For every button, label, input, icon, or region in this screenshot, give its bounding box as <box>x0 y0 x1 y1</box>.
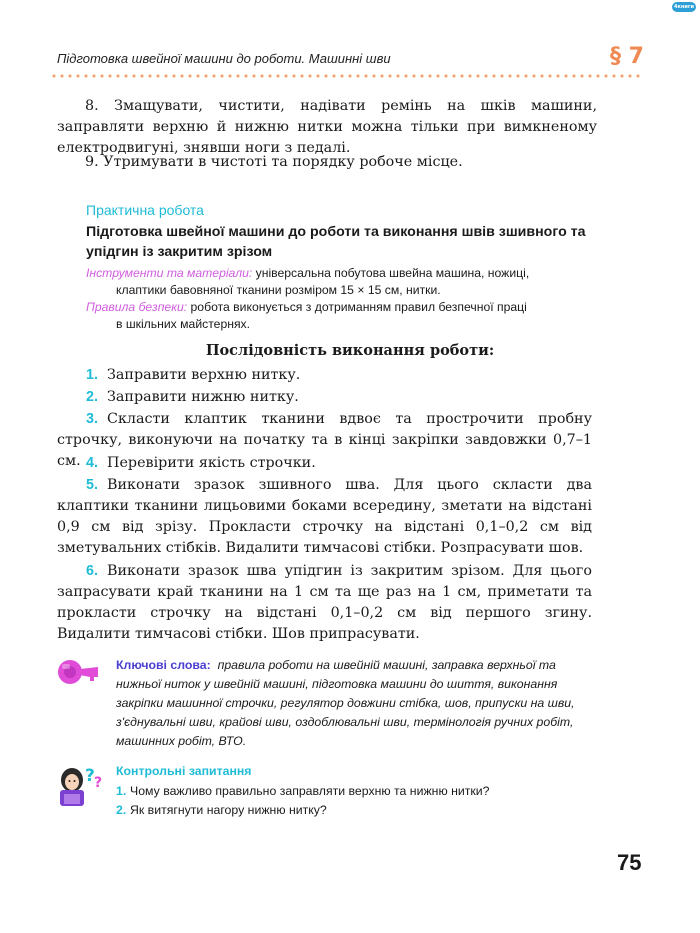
safety-label: Правила безпеки: <box>86 300 188 314</box>
step-5 <box>57 475 592 559</box>
girl-with-question-icon <box>54 765 106 809</box>
question-2-text: Як витягнути нагору нижню нитку? <box>130 803 327 817</box>
publisher-logo: 4книги <box>672 2 696 12</box>
tools-label: Інструменти та матеріали: <box>86 266 253 280</box>
safety-text-cont: в шкільних майстернях. <box>116 317 251 331</box>
question-1-num: 1. <box>116 784 127 798</box>
safety-rules <box>86 299 606 333</box>
section-number: § 7 <box>610 44 644 69</box>
keywords-label: Ключові слова: <box>116 658 211 672</box>
step-2-num: 2. <box>86 389 98 405</box>
svg-text:?: ? <box>85 766 95 786</box>
step-4 <box>57 453 592 474</box>
step-2-text: Заправити нижню нитку. <box>107 389 299 405</box>
step-5-num: 5. <box>86 477 98 493</box>
keywords-block <box>116 656 592 751</box>
step-6-text: Виконати зразок шва упідгин із закритим зрізом. Для цього запрасувати край тканини на 1 см та ще раз на 1 см, приметати та прокласти строчку на відстані 0,1–0,2 см від першого згину. Видалити тимчасові стібки. Шов припрасувати. <box>57 563 592 642</box>
question-2 <box>116 803 327 817</box>
keywords-text: правила роботи на швейній машині, заправка верхньої та нижньої ниток у швейній машині, підготовка машини до шиття, виконання закріпки машинної строчки, регулятор довжини стібка, шов, припуски на шви, з'єднувальні шви, крайові шви, оздоблювальні шви, термінологія ручних робіт, машинних робіт, ВТО. <box>116 658 575 748</box>
rule-item-8-num: 8. <box>85 98 99 114</box>
step-5-text: Виконати зразок зшивного шва. Для цього скласти два клаптики тканини лицьовими боками всередину, зметати на відстані 0,9 см від зрізу. Прокласти строчку на відстані 0,1–0,2 см від зметувальних стібків. Видалити тимчасові стібки. Розпрасувати шов. <box>57 477 592 556</box>
step-6-num: 6. <box>86 563 98 579</box>
tools-text: універсальна побутова швейна машина, ножиці, <box>255 266 530 280</box>
step-6 <box>57 561 592 645</box>
rule-item-8 <box>57 96 597 159</box>
question-1-text: Чому важливо правильно заправляти верхню та нижню нитки? <box>130 784 490 798</box>
step-4-num: 4. <box>86 455 98 471</box>
step-4-text: Перевірити якість строчки. <box>107 455 316 471</box>
safety-text: робота виконується з дотриманням правил безпечної праці <box>190 300 527 314</box>
control-questions-title: Контрольні запитання <box>116 764 252 778</box>
svg-text:?: ? <box>94 775 103 791</box>
rule-item-9-num: 9. <box>85 154 99 170</box>
rule-item-9-text: Утримувати в чистоті та порядку робоче місце. <box>103 154 463 170</box>
step-1-text: Заправити верхню нитку. <box>107 367 301 383</box>
key-icon <box>56 655 100 689</box>
header-dotted-divider <box>50 74 640 78</box>
practical-work-heading: Практична робота <box>86 202 204 218</box>
question-2-num: 2. <box>116 803 127 817</box>
step-1 <box>57 365 592 386</box>
step-2 <box>57 387 592 408</box>
sequence-title: Послідовність виконання роботи: <box>205 342 495 359</box>
practical-work-title: Підготовка швейної машини до роботи та виконання швів зшивного та упідгин із закритим зрізом <box>86 224 586 260</box>
question-1 <box>116 784 490 798</box>
step-1-num: 1. <box>86 367 98 383</box>
page-number: 75 <box>617 850 642 875</box>
step-3-text: Скласти клаптик тканини вдвоє та прострочити пробну строчку, виконуючи на початку та в кінці закріпки завдовжки 0,7–1 см. <box>57 411 592 469</box>
running-header-title: Підготовка швейної машини до роботи. Машинні шви <box>57 51 391 66</box>
tools-materials <box>86 265 606 299</box>
step-3-num: 3. <box>86 411 98 427</box>
rule-item-9 <box>57 152 597 173</box>
rule-item-8-text: Змащувати, чистити, надівати ремінь на шків машини, заправляти верхню й нижню нитки можна тільки при вимкненому електродвигуні, знявши ноги з педалі. <box>57 98 598 156</box>
tools-text-cont: клаптики бавовняної тканини розміром 15 × 15 см, нитки. <box>116 283 441 297</box>
